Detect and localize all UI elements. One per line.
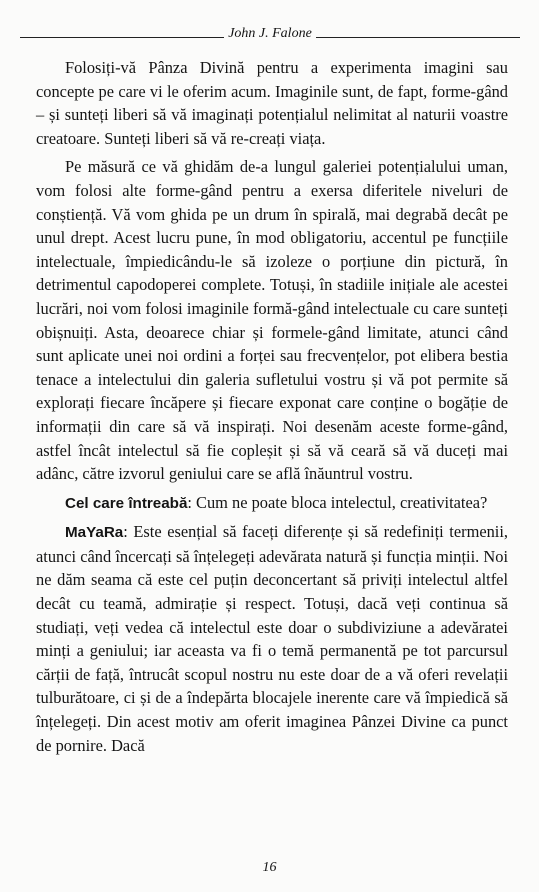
dialogue-paragraph — [36, 520, 508, 757]
paragraph: Folosiți-vă Pânza Divină pentru a experimenta imagini sau concepte pe care vi le oferim acum. Imaginile sunt, de fapt, forme-gând – și sunteți liberi să vă imaginați potențialul nelimitat al naturii voastre creatoare. Sunteți liberi să vă re-creați viața. — [36, 58, 508, 148]
header-author: John J. Falone — [228, 26, 312, 41]
paragraph: Pe măsură ce vă ghidăm de-a lungul galeriei potențialului uman, vom folosi alte forme-gând pentru a exersa diferitele niveluri de conștiență. Vă vom ghida pe un drum în spirală, mai degrabă decât pe unul drept. Acest lucru pune, în mod obligatoriu, accentul pe funcțiile intelectuale, împiedicându-le să izoleze o porțiune din pictură, în detrimentul capodoperei complete. Totuși, în stadiile inițiale ale acestei lucrări, noi vom folosi imaginile formă-gând intelectuale cu care sunteți obișnuiți. Asta, deoarece chiar și formele-gând limitate, atunci când sunt aplicate unei noi ordini a forței sau frecvențelor, pot elibera bestia tenace a intelectului din galeria sufletului vostru și vă pot permite să explorați fiecare încăpere și fiecare exponat care conține o bogăție de informații din care să vă inspirați. Noi desenăm aceste forme-gând, astfel încât intelectul să fie copleșit și să vă ceară să vă duceți mai adânc, către izvorul geniului care se află înăuntrul vostru. — [36, 157, 508, 484]
running-header — [20, 22, 520, 42]
speaker-label: MaYaRa — [65, 524, 124, 542]
header-rule-right — [316, 37, 520, 38]
dialogue-paragraph — [36, 491, 508, 516]
header-rule-left — [20, 37, 224, 38]
page-body — [36, 56, 508, 762]
dialogue-text: : Este esențial să faceți diferențe și să redefiniți termenii, atunci când încercați să înțelegeți adevărata natură și funcția minții. Noi ne dăm seama că este cel puțin deconcertant să priviți intelectul altfel decât cu teamă, admirație și respect. Totuși, dacă veți continua să studiați, veți vedea că intelectul este doar o subdiviziune a adevăratei minți a geniului; iar aceasta va fi o temă permanentă pe tot parcursul cărții de față, întrucât scopul nostru nu este doar de a vă oferi revelații tulburătoare, ci și de a îndepărta blocajele inerente care vă împiedică să înțelegeți. Din acest motiv am oferit imaginea Pânzei Divine ca punct de pornire. Dacă — [36, 522, 508, 755]
page-number: 16 — [262, 860, 277, 875]
dialogue-text: : Cum ne poate bloca intelectul, creativitatea? — [187, 492, 488, 512]
speaker-label: Cel care întreabă — [65, 494, 188, 512]
